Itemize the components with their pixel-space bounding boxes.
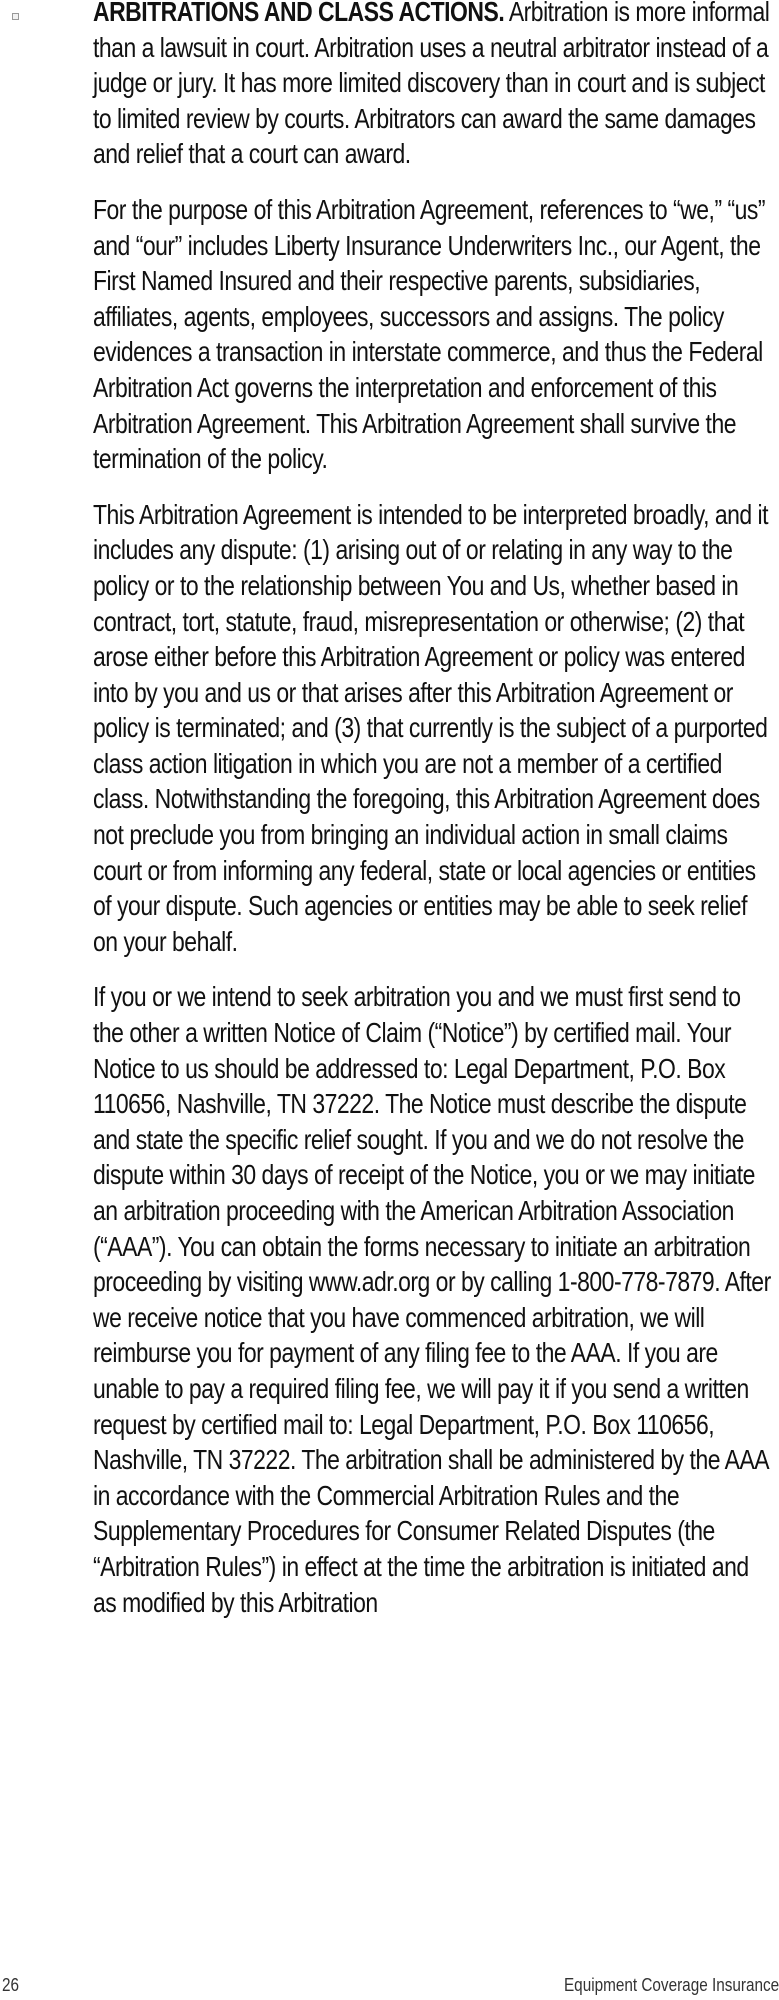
section-intro-paragraph (93, 0, 774, 172)
bullet-marker-icon (12, 13, 19, 20)
section-heading: ARBITRATIONS AND CLASS ACTIONS. (93, 0, 505, 27)
paragraph-definitions: For the purpose of this Arbitration Agreement, references to “we,” “us” and “our” includes Liberty Insurance Underwriters Inc., our Agent, the First Named Insured and their respective parents, subsidiaries, affiliates, agents, employees, successors and assigns. The policy evidences a transaction in interstate commerce, and thus the Federal Arbitration Act governs the interpretation and enforcement of this Arbitration Agreement. This Arbitration Agreement shall survive the termination of the policy. (93, 193, 766, 475)
section-intro-text: Arbitration is more informal than a lawsuit in court. Arbitration uses a neutral arbitrator instead of a judge or jury. It has more limited discovery than in court and is subject to limited review by courts. Arbitrators can award the same damages and relief that a court can award. (93, 0, 770, 170)
paragraph-notice-of-claim: If you or we intend to seek arbitration you and we must first send to the other a written Notice of Claim (“Notice”) by certified mail. Your Notice to us should be addressed to: Legal Department, P.O. Box 110656, Nashville, TN 37222. The Notice must describe the dispute and state the specific relief sought. If you and we do not resolve the dispute within 30 days of receipt of the Notice, you or we may initiate an arbitration proceeding with the American Arbitration Association (“AAA”). You can obtain the forms necessary to initiate an arbitration proceeding by visiting www.adr.org or by calling 1-800-778-7879. After we receive notice that you have commenced arbitration, we will reimburse you for payment of any filing fee to the AAA. If you are unable to pay a required filing fee, we will pay it if you send a written request by certified mail to: Legal Department, P.O. Box 110656, Nashville, TN 37222. The arbitration shall be administered by the AAA in accordance with the Commercial Arbitration Rules and the Supplementary Procedures for Consumer Related Disputes (the “Arbitration Rules”) in effect at the time the arbitration is initiated and as modified by this Arbitration (93, 981, 771, 1618)
document-title: Equipment Coverage Insurance (563, 1975, 779, 1995)
page-number: 26 (2, 1975, 20, 1995)
document-body (93, 0, 773, 1640)
page-footer (0, 1973, 779, 1997)
paragraph-scope: This Arbitration Agreement is intended to be interpreted broadly, and it includes any dispute: (1) arising out of or relating in any way to the policy or to the relationship between You and Us, whether based in contract, tort, statute, fraud, misrepresentation or otherwise; (2) that arose either before this Arbitration Agreement or policy was entered into by you and us or that arises after this Arbitration Agreement or policy is terminated; and (3) that currently is the subject of a purported class action litigation in which you are not a member of a certified class. Notwithstanding the foregoing, this Arbitration Agreement does not preclude you from bringing an individual action in small claims court or from informing any federal, state or local agencies or entities of your dispute. Such agencies or entities may be able to seek relief on your behalf. (93, 498, 769, 957)
